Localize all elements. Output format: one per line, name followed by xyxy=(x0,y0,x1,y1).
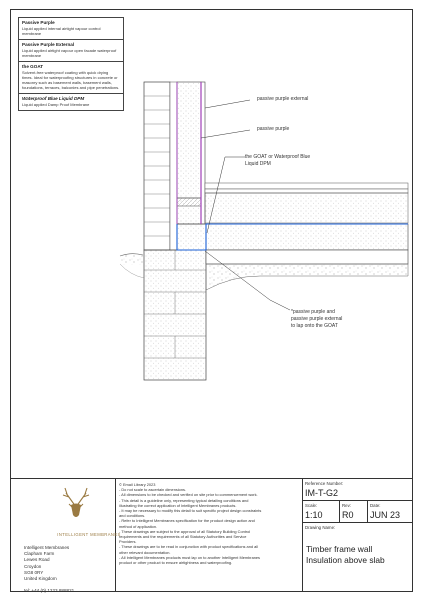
note-line: - All Intelligent Membranes products must lap on to another Intelligent Membranes xyxy=(119,554,261,560)
legend-desc: Liquid applied Damp Proof Membrane xyxy=(22,102,90,107)
callout-lap-line2: passive purple external xyxy=(291,316,343,322)
cell-divider xyxy=(367,500,368,522)
address-line: Croydon xyxy=(24,563,42,569)
scale-label: Scale: xyxy=(305,503,318,508)
note-line: product or other product to ensure airtightness and waterproofing. xyxy=(119,560,233,566)
legend-title: Passive Purple External xyxy=(22,42,75,47)
leader-ppe xyxy=(205,100,250,108)
ground-left xyxy=(120,254,144,265)
legend-desc: Liquid applied internal airtight vapour control membrane xyxy=(22,26,101,36)
stag-head-icon xyxy=(52,485,100,525)
leader-pp xyxy=(201,130,250,138)
note-line: - These drawings are subject to the approval of all Statutory Building Control xyxy=(119,528,251,534)
address-line: United Kingdom xyxy=(24,576,57,582)
callout-goat-line1: the GOAT or Waterproof Blue xyxy=(245,154,311,160)
cell-divider xyxy=(339,500,340,522)
drawing-name-label: Drawing Name: xyxy=(305,525,336,530)
note-line: - Do not scale to ascertain dimensions. xyxy=(119,487,187,493)
brand-name: INTELLIGENT MEMBRANES xyxy=(57,532,121,537)
callout-lap-line3: to lap onto the GOAT xyxy=(291,323,338,329)
legend-title: Waterproof Blue Liquid DPM xyxy=(22,96,85,101)
foundation-masonry xyxy=(144,250,206,380)
drawing-title-line: Timber frame wall xyxy=(306,544,373,554)
callout-goat-line2: Liquid DPM xyxy=(245,161,271,167)
cell-divider xyxy=(302,500,413,501)
date-value: JUN 23 xyxy=(370,510,401,520)
note-line: other relevant documentation. xyxy=(119,549,171,555)
note-line: illustrating the correct application of Intelligent Membranes products. xyxy=(119,502,237,508)
company-address xyxy=(24,545,74,594)
floor-buildup xyxy=(177,183,408,250)
callout-passive-purple-external: passive purple external xyxy=(257,96,309,102)
callout-passive-purple: passive purple xyxy=(257,126,290,132)
legend-title: the GOAT xyxy=(22,64,44,69)
cell-divider xyxy=(302,522,413,523)
legend-desc: Liquid applied airtight vapour open facade waterproof membrane xyxy=(22,48,117,58)
address-line: Clapham Farm xyxy=(24,551,55,557)
callout-lap-line1: *passive purple and xyxy=(291,309,335,315)
scale-value: 1:10 xyxy=(305,510,323,520)
note-line: © Email Library 2023 xyxy=(119,482,156,487)
note-line: and conditions. xyxy=(119,513,146,519)
rev-value: R0 xyxy=(342,510,354,520)
address-line: Lewes Road xyxy=(24,557,50,563)
ref-label: Reference Number: xyxy=(305,481,344,486)
note-line: Providers. xyxy=(119,539,137,545)
note-line: - These drawings are to be read in conjunction with product specifications and all xyxy=(119,544,258,550)
company-phone: tel: +44 (0) 1223 888821 xyxy=(24,588,75,594)
note-line: - It may be necessary to modify this detail to suit specific project design constraints xyxy=(119,508,262,514)
legend-desc: Solvent-free waterproof coating with quick drying times. Ideal for waterproofing structures in concrete or masonry such as basement walls, basement walls, foundations, terraces, balconies and pipe penetrations. xyxy=(22,70,120,90)
note-line: method of application. xyxy=(119,523,158,529)
note-line: requirements and the requirements of all Statutory Authorities and Service xyxy=(119,534,247,540)
address-line: Intelligent Membranes xyxy=(24,545,70,550)
drawing-title-line: Insulation above slab xyxy=(306,554,385,565)
general-notes xyxy=(119,482,299,565)
address-line: SG8 0RY xyxy=(24,569,44,575)
note-line: - Refer to Intelligent Membranes specification for the product design action and xyxy=(119,518,255,524)
title-block-divider xyxy=(302,478,303,592)
rev-label: Rev: xyxy=(342,503,352,508)
drawing-title xyxy=(306,544,385,565)
date-label: Date: xyxy=(370,503,381,508)
legend-title: Passive Purple xyxy=(22,20,55,25)
note-line: - All dimensions to be checked and verified on site prior to commencement work. xyxy=(119,492,258,498)
note-line: - This detail is a guideline only, representing typical detailing conditions and xyxy=(119,497,249,503)
ref-number: IM-T-G2 xyxy=(305,488,338,498)
masonry-outer-leaf xyxy=(144,82,170,250)
